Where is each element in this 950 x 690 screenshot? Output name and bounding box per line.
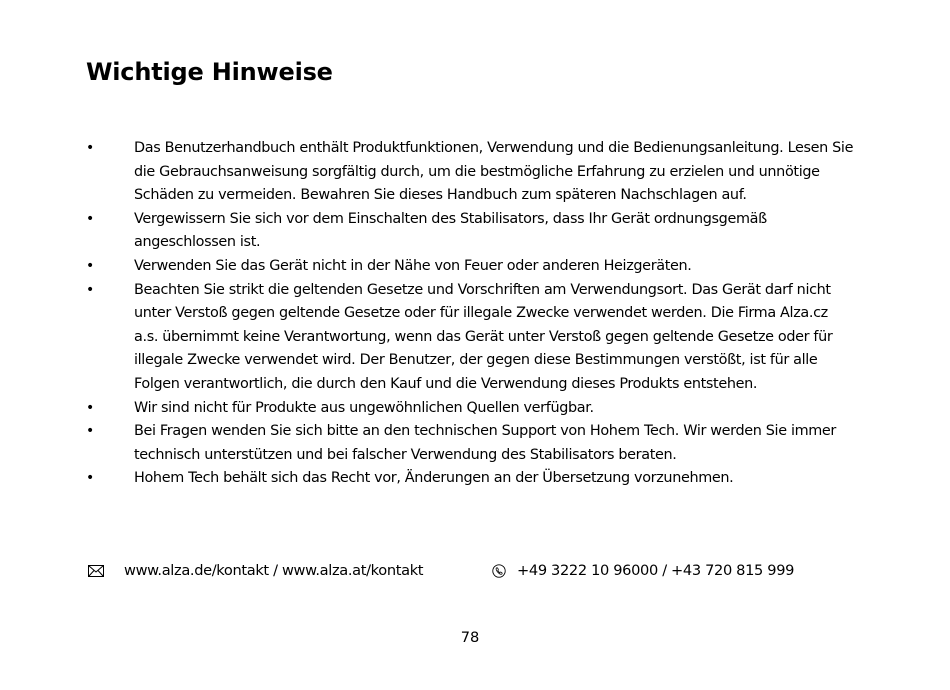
envelope-icon (88, 565, 104, 577)
telephone-icon (492, 564, 506, 578)
contact-web-link[interactable]: www.alza.de/kontakt / www.alza.at/kontakt (124, 562, 424, 579)
bullet-marker: • (86, 140, 94, 156)
important-notes-list (86, 137, 856, 491)
note-item (86, 420, 856, 467)
bullet-marker: • (86, 281, 94, 298)
note-item (86, 255, 856, 279)
bullet-marker: • (86, 423, 94, 440)
page-number: 78 (460, 629, 480, 646)
note-text: Verwenden Sie das Gerät nicht in der Nähe von Feuer oder anderen Heizgeräten. (134, 257, 692, 274)
note-text: Beachten Sie strikt die geltenden Gesetze und Vorschriften am Verwendungsort. Das Gerät darf nicht unter Verstoß gegen geltende Gesetze oder für illegale Zwecke verwendet werden. Die Firma Alza.cz a.s. übernimmt keine Verantwortung, wenn das Gerät unter Verstoß gegen geltende Gesetze oder für illegale Zwecke verwendet wird. Der Benutzer, der gegen diese Bestimmungen verstößt, ist für alle Folgen verantwortlich, die durch den Kauf und die Verwendung dieses Produkts entstehen. (134, 281, 833, 392)
page-title: Wichtige Hinweise (86, 58, 333, 86)
contact-line (86, 558, 866, 584)
note-item (86, 279, 856, 397)
note-text: Wir sind nicht für Produkte aus ungewöhnlichen Quellen verfügbar. (134, 399, 594, 416)
bullet-marker: • (86, 257, 94, 274)
note-text: Hohem Tech behält sich das Recht vor, Änderungen an der Übersetzung vorzunehmen. (134, 470, 734, 487)
note-text: Vergewissern Sie sich vor dem Einschalten des Stabilisators, dass Ihr Gerät ordnungsgemäß angeschlossen ist. (134, 210, 767, 251)
bullet-marker: • (86, 470, 94, 487)
note-item (86, 467, 856, 491)
note-item (86, 397, 856, 421)
bullet-marker: • (86, 210, 94, 227)
note-text: Bei Fragen wenden Sie sich bitte an den technischen Support von Hohem Tech. Wir werden Sie immer technisch unterstützen und bei falscher Verwendung des Stabilisators beraten. (134, 423, 836, 463)
bullet-marker: • (86, 399, 94, 416)
note-item (86, 137, 856, 208)
note-text: Das Benutzerhandbuch enthält Produktfunktionen, Verwendung und die Bedienungsanleitung. Lesen Sie die Gebrauchsanweisung sorgfältig durch, um die bestmögliche Erfahrung zu erzielen und unnötige Schäden zu vermeiden. Bewahren Sie dieses Handbuch zum späteren Nachschlagen auf. (134, 140, 854, 204)
contact-phone-number[interactable]: +49 3222 10 96000 / +43 720 815 999 (517, 562, 795, 579)
note-item (86, 208, 856, 255)
